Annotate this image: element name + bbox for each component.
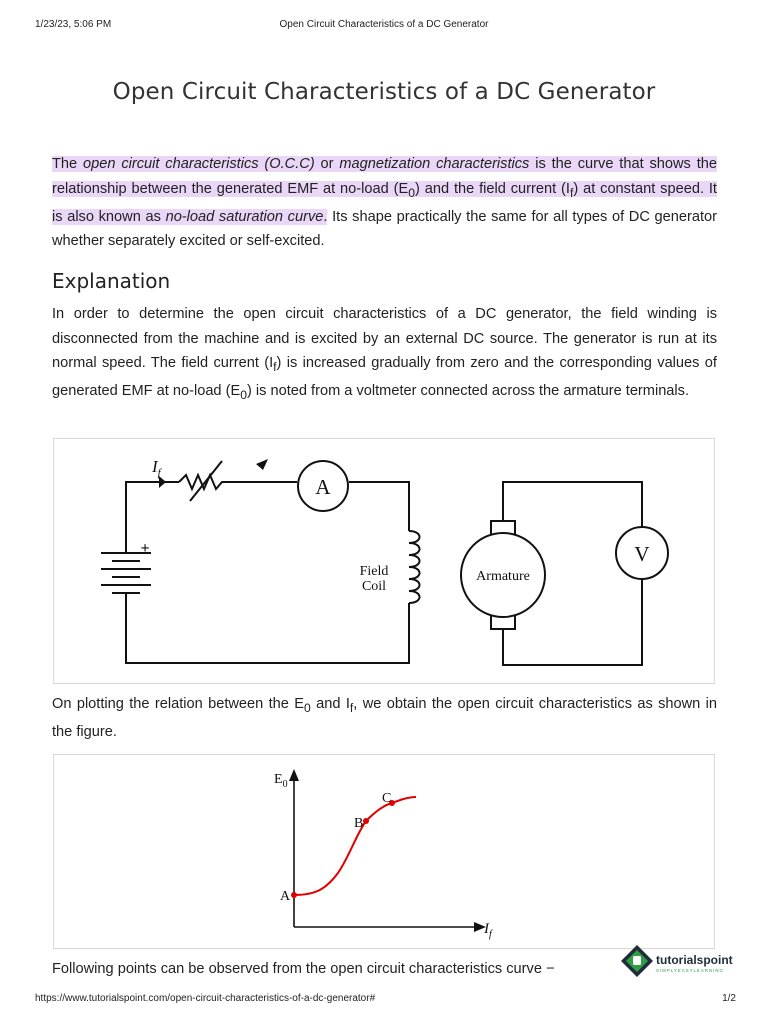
point-a-marker: [291, 892, 297, 898]
ammeter-label: A: [315, 475, 331, 499]
print-url: https://www.tutorialspoint.com/open-circuit-characteristics-of-a-dc-generator#: [35, 993, 376, 1004]
tutorialspoint-logo-icon: [621, 945, 653, 977]
battery-plus-label: +: [140, 540, 150, 557]
circuit-diagram: [54, 439, 714, 683]
print-doc-title: Open Circuit Characteristics of a DC Generator: [279, 19, 489, 30]
intro-paragraph: The open circuit characteristics (O.C.C) or magnetization characteristics is the curve that shows the relationship between the generated EMF at no-load $(E_0)$ and the field current $(I_f)$ at constant speed. It is also known as no-load saturation curve. Its shape practically the same for all types of DC generator whether separately excited or self-excited.: [52, 156, 717, 250]
occ-curve: [54, 755, 714, 948]
point-b-label: B: [354, 816, 364, 831]
section-heading-explanation: Explanation: [52, 269, 171, 293]
logo-wordmark: tutorialspoint: [656, 953, 733, 967]
point-b-marker: [363, 818, 369, 824]
circuit-diagram-figure: [53, 438, 715, 684]
print-page-number: 1/2: [722, 993, 736, 1004]
logo-tagline: SIMPLYEASYLEARNING: [656, 968, 724, 973]
field-coil-label-2: Coil: [361, 579, 387, 594]
occ-curve-line: [294, 797, 416, 895]
print-datetime: 1/23/23, 5:06 PM: [35, 19, 112, 30]
x-axis-label: $I_f$: [484, 921, 492, 940]
occ-curve-figure: [53, 754, 715, 949]
point-c-label: C: [382, 791, 392, 806]
field-coil-label-1: Field: [359, 564, 389, 579]
tutorialspoint-logo: [620, 944, 738, 978]
if-label: $I_f$: [152, 457, 161, 479]
point-a-label: A: [280, 889, 291, 904]
y-axis-label: $E_0$: [274, 772, 288, 790]
explanation-paragraph: In order to determine the open circuit characteristics of a DC generator, the field winding is disconnected from the machine and is excited by an external DC source. The generator is run at its normal speed. The field current $(I_f)$ is increased gradually from zero and the corresponding values of generated EMF at no-load $(E_0)$ is noted from a voltmeter connected across the armature terminals.: [52, 306, 717, 403]
plotting-paragraph: On plotting the relation between the $E_0$ and $I_f$, we obtain the open circuit characteristics as shown in the figure.: [52, 696, 718, 741]
y-axis-arrow: [289, 769, 299, 781]
observations-intro: Following points can be observed from the open circuit characteristics curve −: [52, 961, 555, 977]
voltmeter-label: V: [634, 542, 650, 566]
page-title: Open Circuit Characteristics of a DC Generator: [112, 79, 656, 105]
armature-label: Armature: [476, 569, 530, 584]
highlighted-definition: The open circuit characteristics (O.C.C) or magnetization characteristics is the curve that shows the relationship between the generated EMF at no-load $(E_0)$ and the field current $(I_f)$ at constant speed. It is also known as no-load saturation curve.: [52, 156, 717, 225]
